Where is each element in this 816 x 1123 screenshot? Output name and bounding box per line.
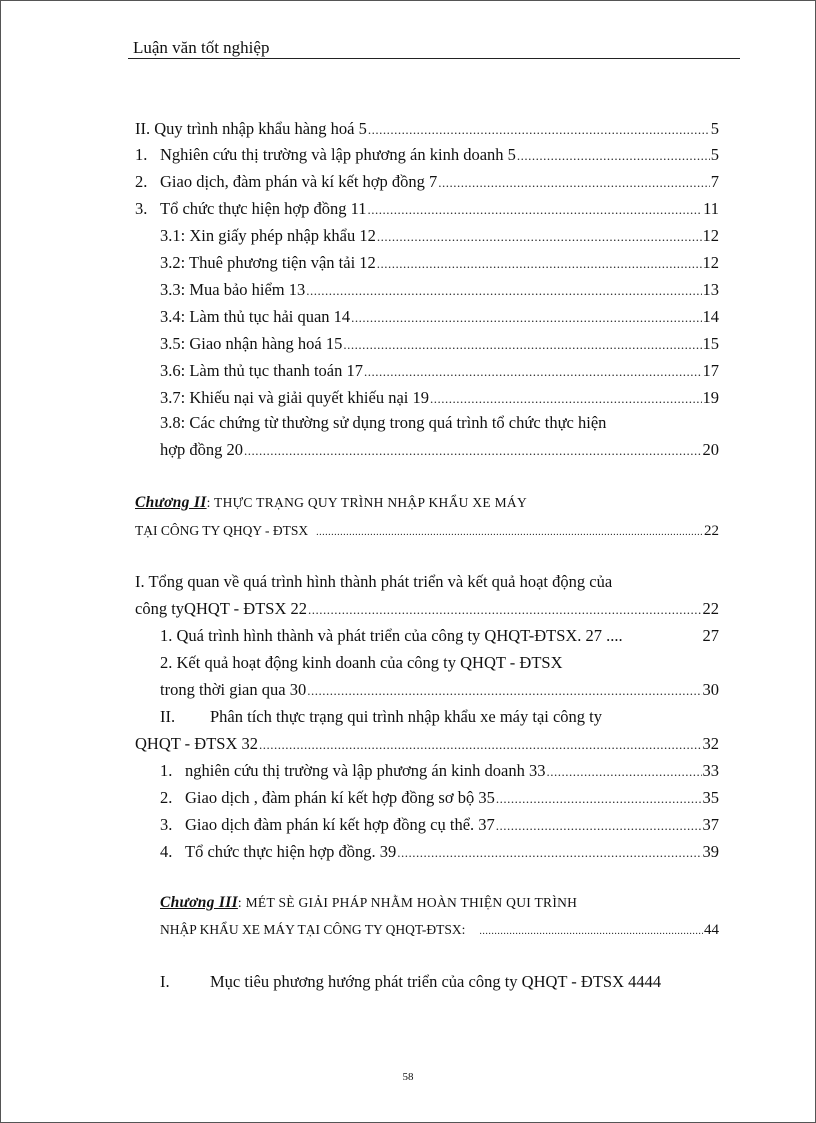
toc-entry-page: 13	[702, 280, 719, 299]
toc-dot-leader	[368, 202, 703, 218]
chapter-heading-line2[interactable]	[135, 523, 719, 540]
toc-entry-page: 33	[702, 761, 719, 780]
toc-entry-label: hợp đồng 20	[160, 440, 243, 459]
toc-subentry[interactable]	[160, 680, 719, 700]
header-divider	[128, 58, 740, 59]
toc-section[interactable]	[135, 734, 719, 754]
toc-entry-page: 5	[710, 145, 719, 164]
chapter-heading[interactable]	[160, 894, 577, 912]
toc-entry[interactable]	[135, 119, 719, 139]
toc-entry-label: 3.6: Làm thủ tục thanh toán 17	[160, 361, 364, 380]
toc-entry-number: II.	[160, 707, 176, 726]
toc-section-line1[interactable]: I. Tổng quan về quá trình hình thành phát triển và kết quả hoạt động của	[135, 572, 613, 591]
toc-entry-page: 15	[702, 334, 719, 353]
toc-entry-number: I.	[160, 972, 170, 991]
toc-subentry[interactable]	[160, 226, 719, 246]
chapter-title: : MÉT SÈ GIẢI PHÁP NHẰM HOÀN THIỆN QUI TRÌNH	[237, 895, 578, 910]
toc-subentry[interactable]	[160, 761, 719, 781]
toc-dot-leader	[343, 337, 701, 353]
toc-entry-page: 35	[702, 788, 719, 807]
toc-dot-leader	[308, 602, 701, 618]
toc-dot-leader	[479, 926, 703, 937]
toc-subentry[interactable]	[160, 361, 719, 381]
toc-entry-label: Tổ chức thực hiện hợp đồng 11	[160, 199, 367, 218]
toc-entry-page: 30	[702, 680, 719, 699]
toc-entry-page: 20	[702, 440, 719, 459]
toc-entry-label: 3.7: Khiếu nại và giải quyết khiếu nại 19	[160, 388, 429, 407]
toc-subentry-line1[interactable]: 3.8: Các chứng từ thường sử dụng trong quá trình tổ chức thực hiện	[160, 413, 607, 432]
chapter-title: : THỰC TRẠNG QUY TRÌNH NHẬP KHẨU XE MÁY	[206, 495, 528, 510]
toc-dot-leader	[438, 175, 709, 191]
toc-dot-leader	[377, 256, 702, 272]
toc-section[interactable]	[135, 599, 719, 619]
toc-entry-page: 19	[702, 388, 719, 407]
chapter-title: NHẬP KHẨU XE MÁY TẠI CÔNG TY QHQT-ĐTSX:	[160, 922, 466, 937]
toc-entry-label: 3.3: Mua bảo hiểm 13	[160, 280, 306, 299]
toc-subentry[interactable]	[160, 626, 719, 646]
toc-subentry[interactable]	[160, 842, 719, 862]
toc-dot-leader	[259, 737, 702, 753]
toc-entry-label: 1. Quá trình hình thành và phát triển của công ty QHQT-ĐTSX. 27 ....	[160, 626, 623, 645]
toc-entry-label: nghiên cứu thị trường và lập phương án kinh doanh 33	[185, 761, 546, 780]
toc-dot-leader	[430, 391, 702, 407]
toc-subentry[interactable]	[160, 307, 719, 327]
toc-entry-number: 2.	[135, 172, 148, 191]
toc-dot-leader	[307, 683, 701, 699]
toc-dot-leader	[316, 527, 703, 538]
toc-entry-number: 1.	[160, 761, 173, 780]
chapter-title: TẠI CÔNG TY QHQY - ĐTSX	[135, 523, 309, 538]
toc-entry-number: 3.	[160, 815, 173, 834]
toc-entry[interactable]	[135, 172, 719, 192]
chapter-heading-line2[interactable]	[160, 922, 719, 939]
toc-subentry[interactable]	[160, 440, 719, 460]
toc-dot-leader	[364, 364, 701, 380]
chapter-label: Chương III	[160, 894, 238, 911]
toc-entry-label: 3.4: Làm thủ tục hải quan 14	[160, 307, 351, 326]
toc-subentry[interactable]	[160, 253, 719, 273]
toc-entry-label: Nghiên cứu thị trường và lập phương án kinh doanh 5	[160, 145, 516, 164]
toc-section[interactable]	[160, 972, 661, 992]
toc-entry-page: 11	[703, 199, 719, 218]
toc-subentry[interactable]	[160, 334, 719, 354]
toc-entry-label: Giao dịch, đàm phán và kí kết hợp đồng 7	[160, 172, 438, 191]
toc-dot-leader	[306, 283, 701, 299]
toc-entry-page: 12	[702, 253, 719, 272]
toc-subentry[interactable]	[160, 788, 719, 808]
toc-entry-page: 17	[702, 361, 719, 380]
toc-dot-leader	[496, 818, 702, 834]
toc-section-line1[interactable]	[160, 707, 602, 727]
toc-entry-label: 3.1: Xin giấy phép nhập khẩu 12	[160, 226, 376, 245]
toc-entry-page: 14	[702, 307, 719, 326]
toc-subentry[interactable]	[160, 280, 719, 300]
toc-dot-leader	[368, 122, 710, 138]
toc-entry-label: Tổ chức thực hiện hợp đồng. 39	[185, 842, 397, 861]
page-number: 58	[402, 1071, 414, 1083]
toc-entry-page: 5	[710, 119, 719, 138]
toc-dot-leader	[377, 229, 702, 245]
toc-dot-leader	[244, 443, 702, 459]
toc-entry-page: 32	[702, 734, 719, 753]
toc-entry-page: 27	[702, 626, 719, 645]
toc-entry-page: 22	[702, 599, 719, 618]
toc-entry-page: 12	[702, 226, 719, 245]
chapter-label: Chương II	[135, 494, 207, 511]
toc-entry-page: 39	[702, 842, 719, 861]
toc-entry[interactable]	[135, 145, 719, 165]
toc-entry-label: trong thời gian qua 30	[160, 680, 307, 699]
toc-entry-label: 3.2: Thuê phương tiện vận tải 12	[160, 253, 376, 272]
toc-entry-page: 7	[710, 172, 719, 191]
toc-dot-leader	[496, 791, 702, 807]
toc-entry-label: Giao dịch đàm phán kí kết hợp đồng cụ thể. 37	[185, 815, 495, 834]
chapter-heading[interactable]	[135, 494, 527, 512]
toc-entry-label: Mục tiêu phương hướng phát triển của công ty QHQT - ĐTSX 4444	[210, 972, 662, 991]
toc-entry-label: II. Quy trình nhập khẩu hàng hoá 5	[135, 119, 367, 138]
toc-entry-label: 3.5: Giao nhận hàng hoá 15	[160, 334, 343, 353]
toc-entry-number: 2.	[160, 788, 173, 807]
toc-entry-label: công tyQHQT - ĐTSX 22	[135, 599, 308, 618]
toc-entry[interactable]	[135, 199, 719, 219]
toc-entry-number: 1.	[135, 145, 148, 164]
toc-subentry-line1[interactable]: 2. Kết quả hoạt động kinh doanh của công ty QHQT - ĐTSX	[160, 653, 563, 672]
toc-subentry[interactable]	[160, 815, 719, 835]
toc-dot-leader	[546, 764, 701, 780]
toc-subentry[interactable]	[160, 388, 719, 408]
toc-dot-leader	[351, 310, 701, 326]
toc-entry-number: 4.	[160, 842, 173, 861]
toc-entry-label: Phân tích thực trạng qui trình nhập khẩu xe máy tại công ty	[210, 707, 603, 726]
toc-entry-page: 22	[704, 523, 719, 539]
header-title: Luận văn tốt nghiệp	[133, 38, 270, 57]
toc-entry-number: 3.	[135, 199, 148, 218]
toc-entry-label: QHQT - ĐTSX 32	[135, 734, 258, 753]
toc-entry-page: 44	[704, 922, 719, 938]
toc-dot-leader	[517, 148, 710, 164]
toc-dot-leader	[397, 845, 701, 861]
toc-entry-label: Giao dịch , đàm phán kí kết hợp đồng sơ bộ 35	[185, 788, 495, 807]
toc-entry-page: 37	[702, 815, 719, 834]
